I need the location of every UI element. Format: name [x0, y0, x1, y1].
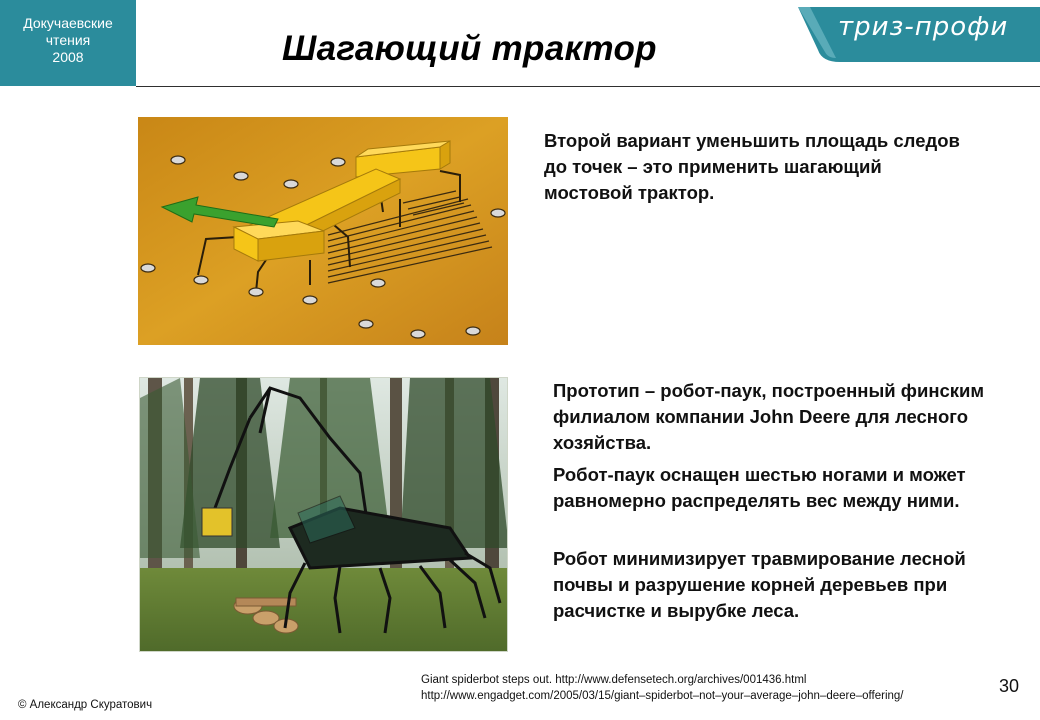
slide-number: 30	[999, 676, 1020, 696]
spider-robot-photo	[139, 377, 508, 652]
copyright-notice: © Александр Скуратович	[18, 699, 153, 711]
walking-tractor-diagram	[138, 117, 508, 345]
event-badge	[0, 0, 136, 86]
forest-robot-illustration	[140, 378, 508, 652]
source-link-2[interactable]: http://www.engadget.com/2005/03/15/giant–spiderbot–not–your–average–john–deere–offering/	[421, 690, 904, 702]
page-title: Шагающий трактор	[282, 29, 657, 68]
source-link-1[interactable]: Giant spiderbot steps out. http://www.defensetech.org/archives/001436.html	[421, 674, 807, 686]
event-badge-line-2: чтения	[45, 32, 91, 48]
soil-protection-paragraph: Робот минимизирует травмирование лесной почвы и разрушение корней деревьев при расчистке и вырубке леса.	[553, 548, 966, 621]
six-legs-paragraph: Робот-паук оснащен шестью ногами и может равномерно распределять вес между ними.	[553, 464, 966, 511]
event-badge-year: 2008	[52, 49, 84, 65]
sources	[421, 672, 1021, 704]
prototype-paragraph: Прототип – робот-паук, построенный финским филиалом компании John Deere для лесного хозяйства.	[553, 380, 985, 453]
intro-paragraph: Второй вариант уменьшить площадь следов до точек – это применить шагающий мостовой трактор.	[544, 130, 960, 203]
header-divider	[136, 86, 1040, 87]
event-badge-line-1: Докучаевские	[23, 15, 113, 31]
brand-logo-text: триз-профи	[838, 12, 1009, 42]
